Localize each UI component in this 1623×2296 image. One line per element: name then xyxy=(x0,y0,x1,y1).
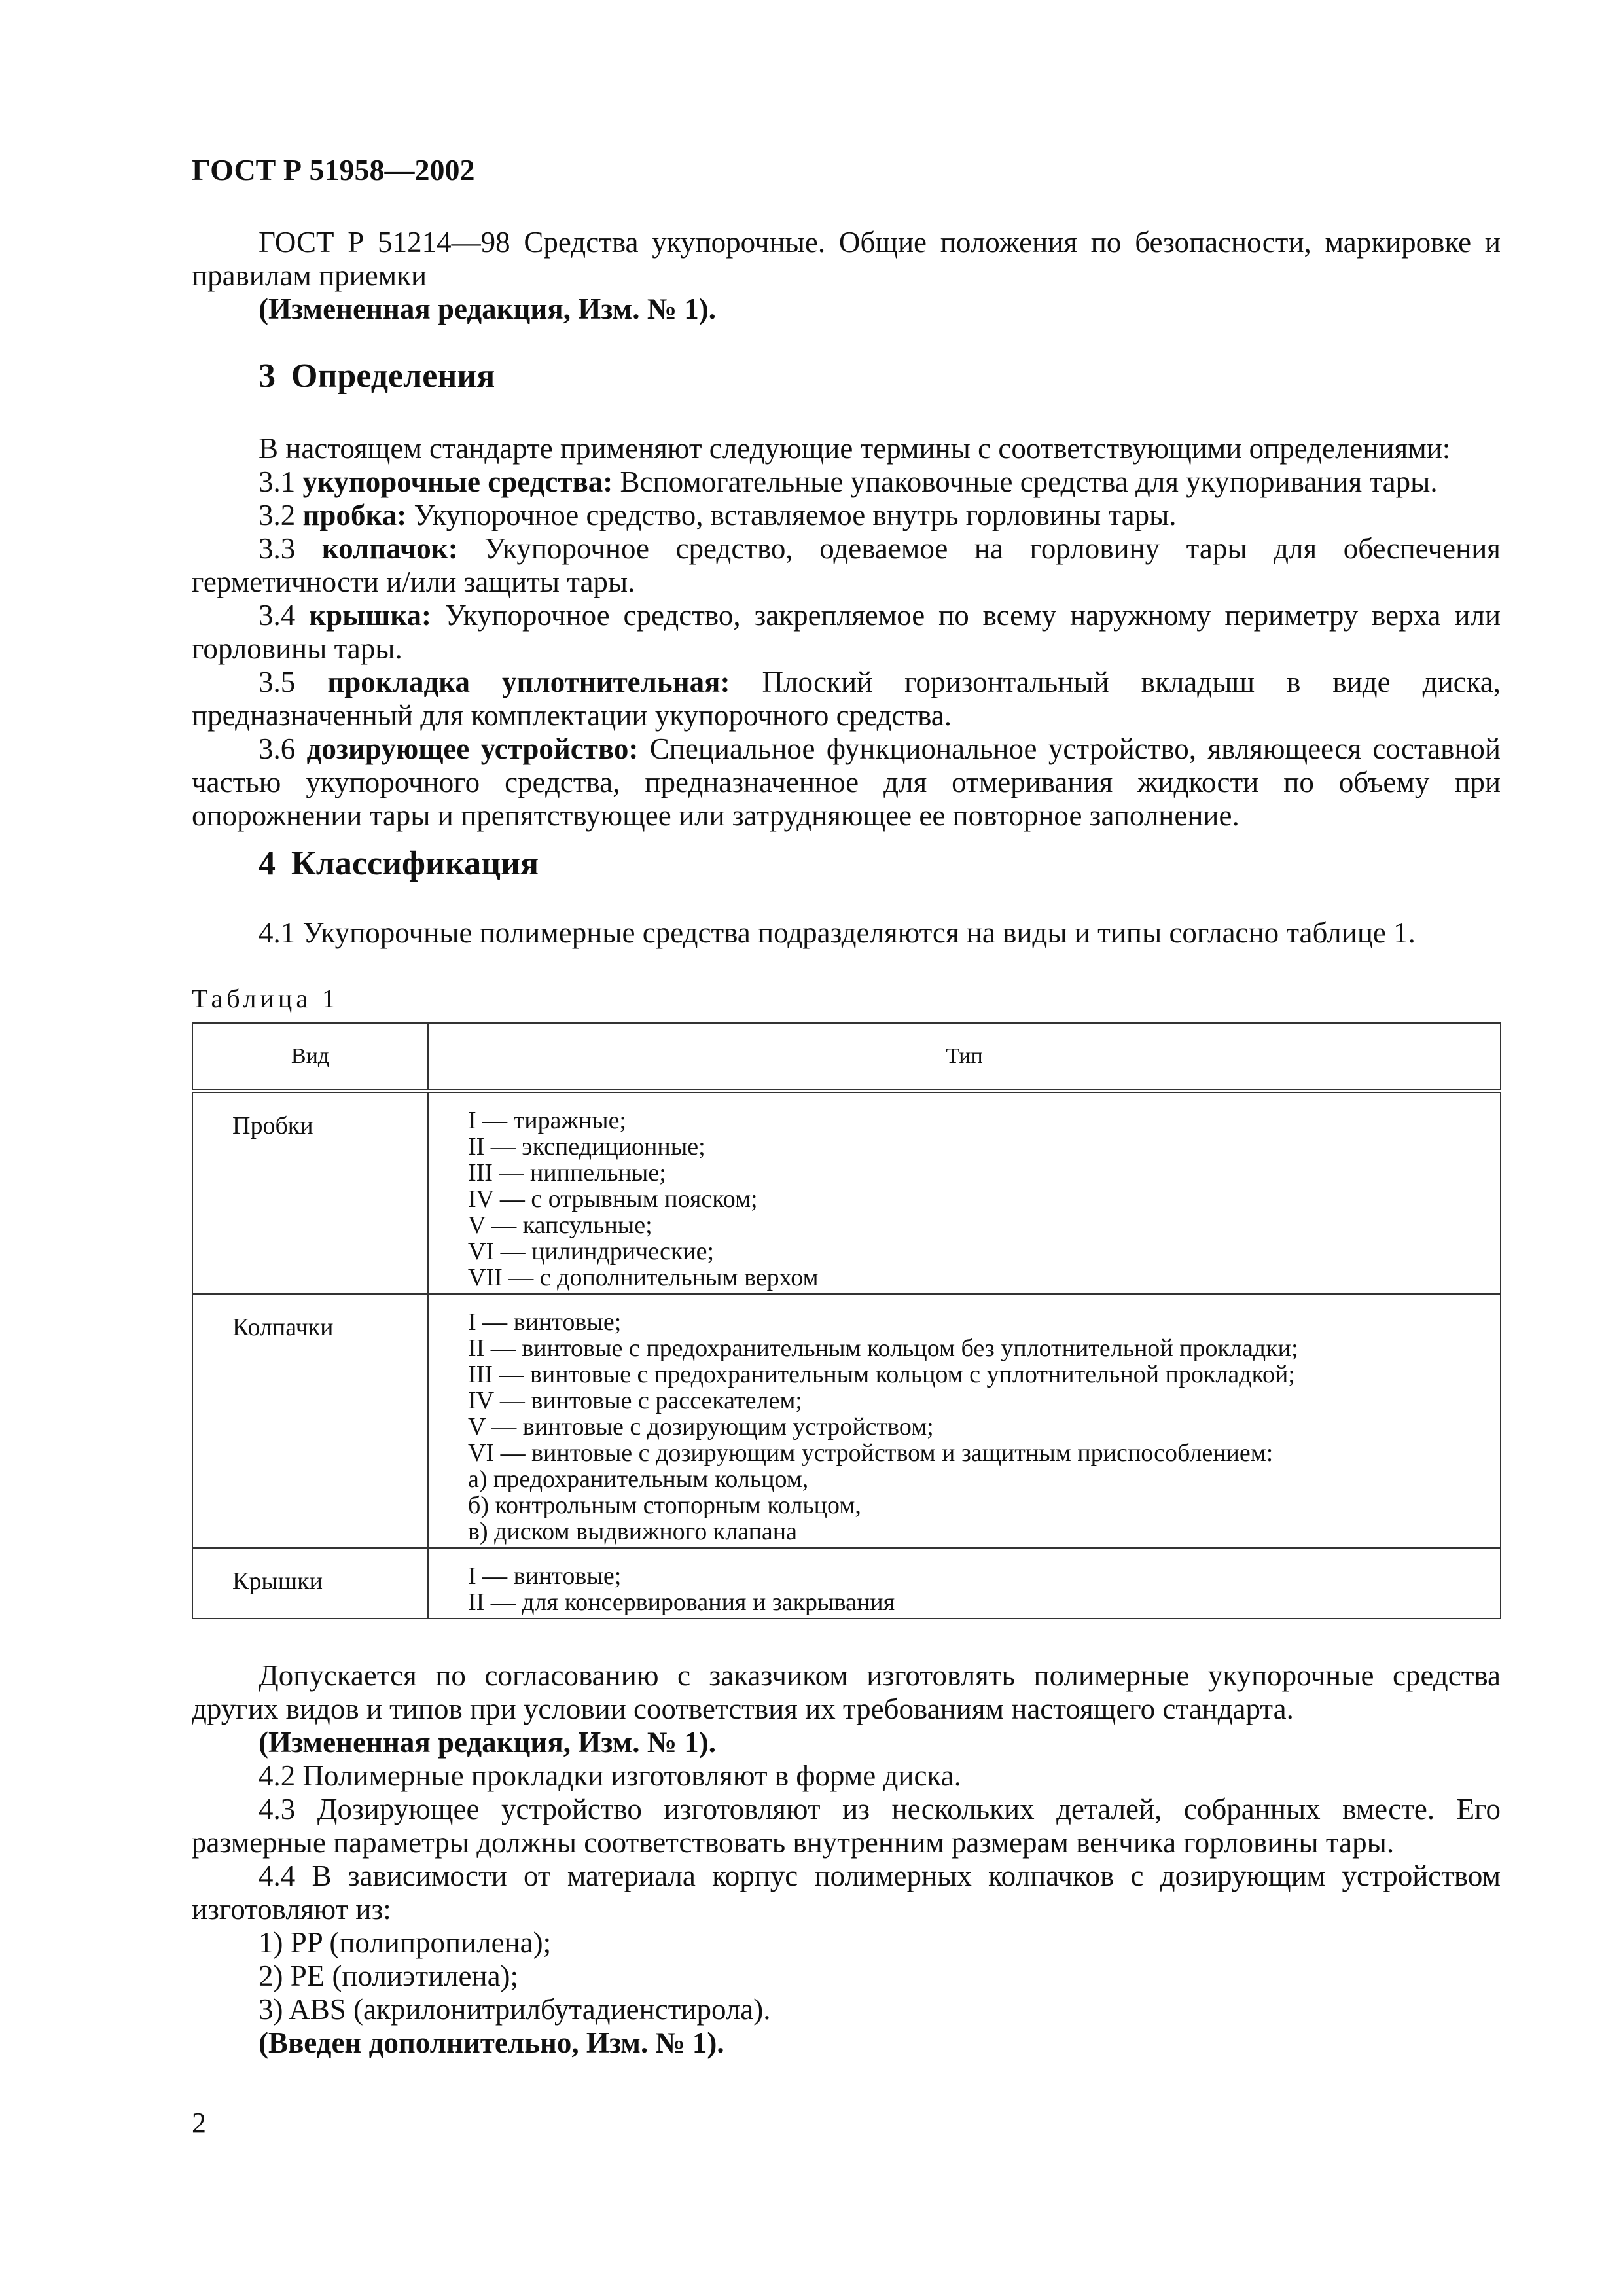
clause-4-1: 4.1 Укупорочные полимерные средства подразделяются на виды и типы согласно таблице 1. xyxy=(259,916,1416,949)
document-header: ГОСТ Р 51958—2002 xyxy=(192,153,475,187)
definition-item: 3.3 колпачок: Укупорочное средство, одеваемое на горловину тары для обеспечения герметичности и/или защиты тары. xyxy=(192,532,1501,598)
amendment-note: (Измененная редакция, Изм. № 1). xyxy=(259,1726,717,1759)
section-3-heading: 3 Определения xyxy=(259,357,495,395)
column-header-type: Тип xyxy=(428,1023,1501,1091)
normative-reference: ГОСТ Р 51214—98 Средства укупорочные. Общие положения по безопасности, маркировке и правилам приемки xyxy=(192,226,1501,292)
clause-4-3: 4.3 Дозирующее устройство изготовляют из нескольких деталей, собранных вместе. Его размерные параметры должны соответствовать внутренним размерам венчика горловины тары. xyxy=(192,1793,1501,1859)
intro-block xyxy=(192,226,1501,326)
amendment-note: (Введен дополнительно, Изм. № 1). xyxy=(259,2026,724,2059)
types-cell: I — тиражные; II — экспедиционные; III — ниппельные; IV — с отрывным пояском; V — капсульные; VI — цилиндрические; VII — с дополнительным верхом xyxy=(428,1091,1501,1294)
clause-4-4: 4.4 В зависимости от материала корпус полимерных колпачков с дозирующим устройством изготовляют из: xyxy=(192,1859,1501,1926)
definition-item: 3.1 укупорочные средства: Вспомогательные упаковочные средства для укупоривания тары. xyxy=(259,465,1438,498)
material-item: 1) PP (полипропилена); xyxy=(259,1926,552,1959)
table-row xyxy=(192,1091,1501,1294)
definitions-block xyxy=(192,432,1501,833)
section-4-heading: 4 Классификация xyxy=(259,845,539,882)
table-header-row xyxy=(192,1023,1501,1091)
definition-item: 3.6 дозирующее устройство: Специальное функциональное устройство, являющееся составной частью укупорочного средства, предназначенное для отмеривания жидкости по объему при опорожнении тары и препятствующее или затрудняющее ее повторное заполнение. xyxy=(192,732,1501,832)
types-cell: I — винтовые; II — винтовые с предохранительным кольцом без уплотнительной прокладки; III — винтовые с предохранительным кольцом с уплотнительной прокладкой; IV — винтовые с рассекателем; V — винтовые с дозирующим устройством; VI — винтовые с дозирующим устройством и защитным приспособлением: а) предохранительным кольцом, б) контрольным стопорным кольцом, в) диском выдвижного клапана xyxy=(428,1294,1501,1548)
definitions-intro: В настоящем стандарте применяют следующие термины с соответствующими определениями: xyxy=(259,432,1451,465)
definition-item: 3.4 крышка: Укупорочное средство, закрепляемое по всему наружному периметру верха или горловины тары. xyxy=(192,599,1501,665)
page-number: 2 xyxy=(192,2107,206,2139)
definition-item: 3.5 прокладка уплотнительная: Плоский горизонтальный вкладыш в виде диска, предназначенный для комплектации укупорочного средства. xyxy=(192,666,1501,732)
after-table-text: Допускается по согласованию с заказчиком изготовлять полимерные укупорочные средства других видов и типов при условии соответствия их требованиям настоящего стандарта. xyxy=(192,1659,1501,1725)
kind-cell: Колпачки xyxy=(192,1294,428,1548)
column-header-kind: Вид xyxy=(192,1023,428,1091)
clause-4-2: 4.2 Полимерные прокладки изготовляют в форме диска. xyxy=(259,1759,961,1792)
material-item: 3) ABS (акрилонитрилбутадиенстирола). xyxy=(259,1993,771,2026)
classification-table xyxy=(192,1022,1501,1619)
table-row xyxy=(192,1294,1501,1548)
definition-item: 3.2 пробка: Укупорочное средство, вставляемое внутрь горловины тары. xyxy=(259,499,1177,531)
types-cell: I — винтовые; II — для консервирования и закрывания xyxy=(428,1548,1501,1619)
kind-cell: Крышки xyxy=(192,1548,428,1619)
kind-cell: Пробки xyxy=(192,1091,428,1294)
material-item: 2) PE (полиэтилена); xyxy=(259,1960,519,1992)
table-row xyxy=(192,1548,1501,1619)
table-caption: Таблица 1 xyxy=(192,984,340,1013)
amendment-note: (Измененная редакция, Изм. № 1). xyxy=(259,293,717,325)
clauses-block xyxy=(192,1659,1501,2060)
